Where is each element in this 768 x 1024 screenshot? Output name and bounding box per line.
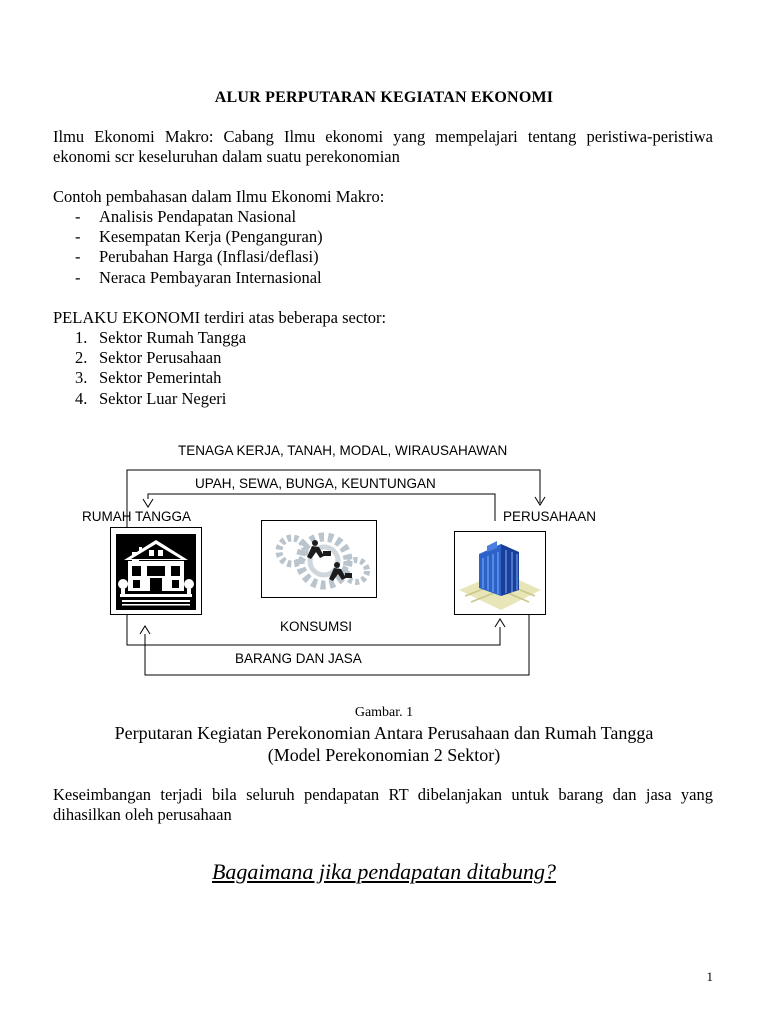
list-item: - Analisis Pendapatan Nasional [75, 207, 297, 226]
page-title: ALUR PERPUTARAN KEGIATAN EKONOMI [214, 89, 554, 106]
examples-heading: Contoh pembahasan dalam Ilmu Ekonomi Makro: [53, 187, 385, 206]
figure-number: Gambar. 1 [354, 705, 414, 720]
list-item: 2. Sektor Perusahaan [75, 348, 222, 368]
question-heading [0, 859, 768, 885]
figure-caption-line1: Perputaran Kegiatan Perekonomian Antara Perusahaan dan Rumah Tangga [114, 723, 654, 743]
list-item: 3. Sektor Pemerintah [75, 368, 222, 388]
factors-flow-label: TENAGA KERJA, TANAH, MODAL, WIRAUSAHAWAN [178, 443, 508, 458]
goods-flow-label: BARANG DAN JASA [235, 651, 362, 666]
house-icon [111, 528, 201, 614]
figure-caption-line2: (Model Perekonomian 2 Sektor) [267, 745, 501, 765]
income-flow-label: UPAH, SEWA, BUNGA, KEUNTUNGAN [195, 476, 436, 491]
list-item: - Perubahan Harga (Inflasi/deflasi) [75, 247, 319, 267]
consumption-flow-label: KONSUMSI [280, 619, 353, 634]
income-flow-line [148, 494, 495, 521]
equilibrium-paragraph: Keseimbangan terjadi bila seluruh pendapatan RT dibelanjakan untuk barang dan jasa yang dihasilkan oleh perusahaan [53, 785, 713, 824]
list-item: - Kesempatan Kerja (Penganguran) [75, 227, 323, 247]
firm-label: PERUSAHAAN [503, 509, 597, 524]
economy-gears-box [261, 520, 377, 598]
firm-box [454, 531, 546, 615]
definition-paragraph: Ilmu Ekonomi Makro: Cabang Ilmu ekonomi yang mempelajari tentang peristiwa-peristiwa ekonomi scr keseluruhan dalam suatu perekonomian [53, 127, 713, 166]
household-label: RUMAH TANGGA [82, 509, 192, 524]
list-item: - Neraca Pembayaran Internasional [75, 267, 322, 287]
goods-arrowhead [140, 626, 150, 634]
income-arrowhead [143, 499, 153, 507]
actors-heading: PELAKU EKONOMI terdiri atas beberapa sector: [53, 308, 387, 327]
gears-icon [262, 521, 376, 597]
list-item: 1. Sektor Rumah Tangga [75, 328, 247, 347]
consumption-arrowhead [495, 619, 505, 627]
actors-list [53, 328, 246, 409]
examples-list [53, 207, 323, 288]
household-box [110, 527, 202, 615]
question-text: Bagaimana jika pendapatan ditabung? [211, 859, 557, 884]
page-number: 1 [706, 969, 713, 984]
factors-arrowhead [535, 497, 545, 505]
list-item: 4. Sektor Luar Negeri [75, 388, 227, 408]
office-building-icon [455, 532, 545, 614]
